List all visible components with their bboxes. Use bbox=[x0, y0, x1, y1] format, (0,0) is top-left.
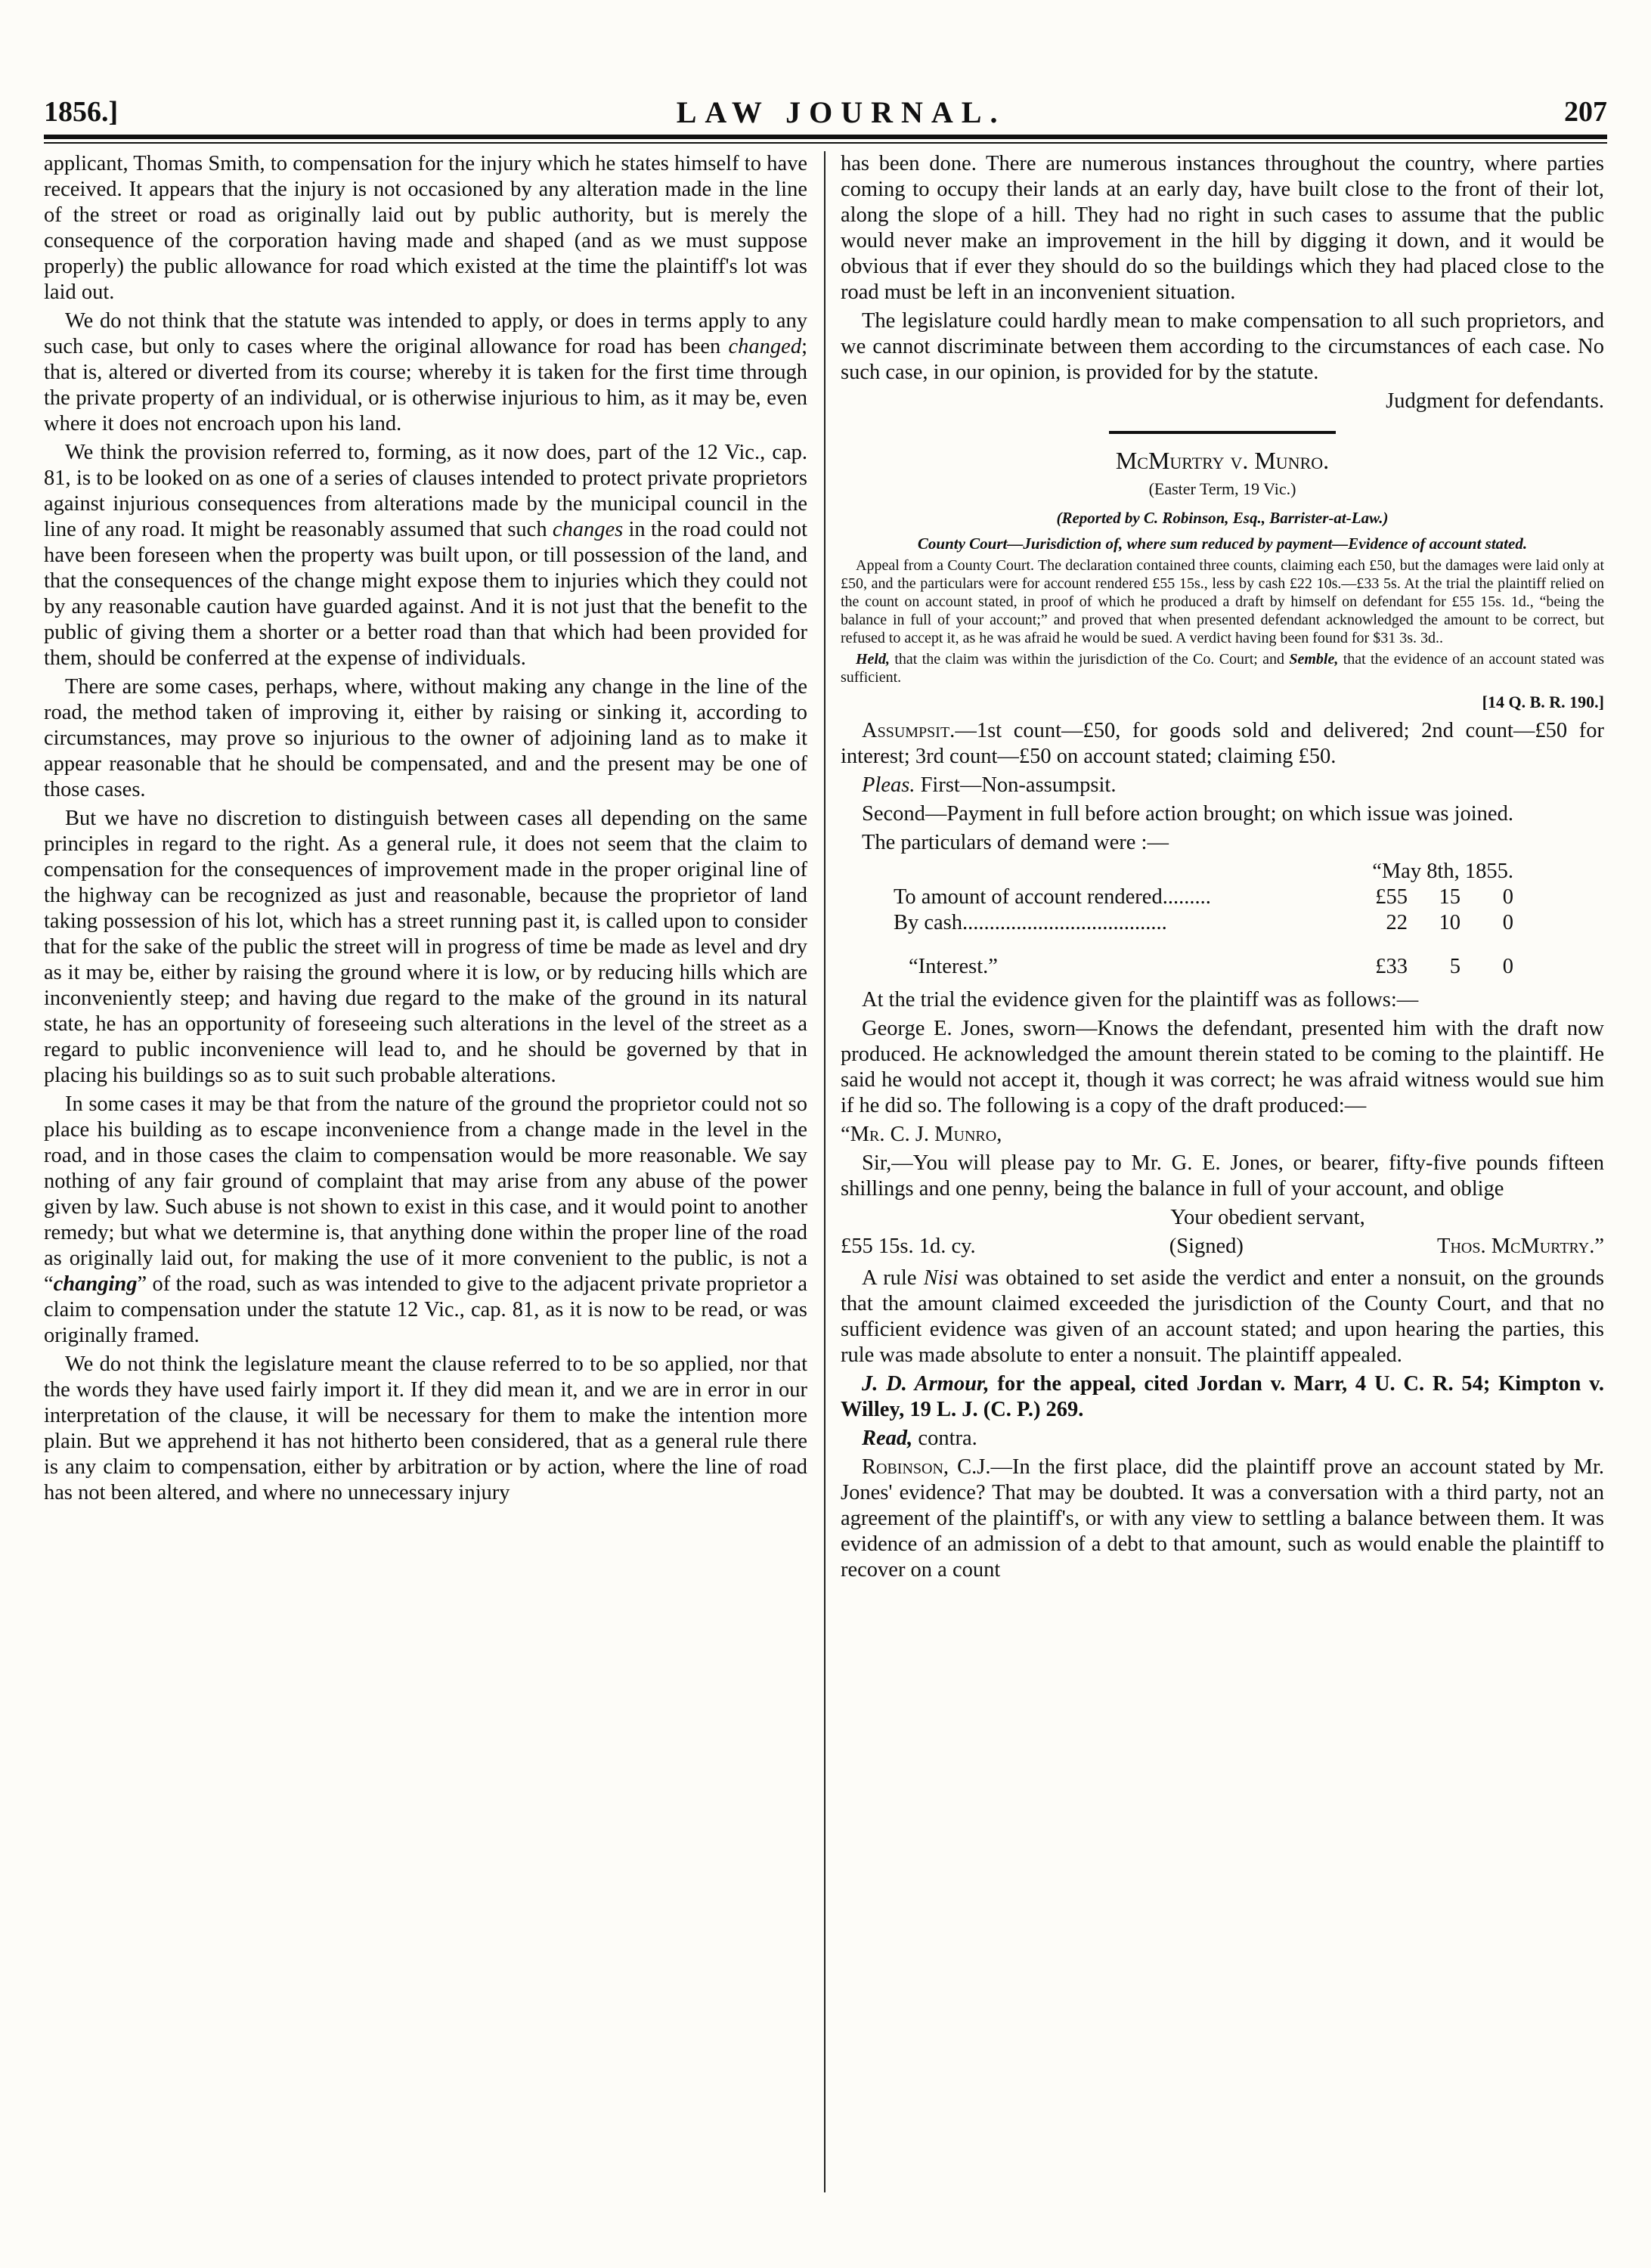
paragraph: At the trial the evidence given for the plaintiff was as follows:— bbox=[862, 988, 1419, 1012]
table-row bbox=[894, 859, 1513, 885]
letter-amount: £55 15s. 1d. cy. bbox=[841, 1235, 976, 1258]
letter-signed: (Signed) bbox=[1169, 1235, 1244, 1258]
paragraph: George E. Jones, sworn—Knows the defendant, presented him with the draft now produced. He acknowledged the amount therein stated to be coming to the plaintiff. He said he would not accept it, though it was correct; he was afraid witness would sue him if he did so. The following is a copy of the draft produced:— bbox=[841, 1017, 1604, 1117]
header-title: LAW JOURNAL. bbox=[676, 94, 1006, 129]
paragraph: J. D. Armour, for the appeal, cited Jordan v. Marr, 4 U. C. R. 54; Kimpton v. Willey, 19 L. J. (C. P.) 269. bbox=[841, 1372, 1604, 1421]
letter-signature: Thos. McMurtry.” bbox=[1437, 1235, 1604, 1258]
section-rule bbox=[1109, 431, 1336, 434]
particulars-date: “May 8th, 1855. bbox=[1372, 860, 1513, 883]
paragraph: has been done. There are numerous instances throughout the country, where parties coming to occupy their lands at an early day, have built close to the front of their lot, along the slope of a hill. They had no right in such cases to assume that the public would never make an improvement in the hill by digging it down, and it would be obvious that if ever they should do so the buildings which they had placed close to the road must be left in an inconvenient situation. bbox=[841, 152, 1604, 304]
paragraph: In some cases it may be that from the nature of the ground the proprietor could not so place his building as to escape inconvenience from a change made in the level in the road, and in those cases the claim to compensation would be more reasonable. We say nothing of any fair ground of complaint that may arise from any abuse of the power given by law. Such abuse is not shown to exist in this case, and it would point to another remedy; but what we determine is, that anything done within the proper line of the road as originally laid out, for making the use of it more convenient to the public, is not a “changing” of the road, such as was intended to give to the adjacent private proprietor a claim to compensation under the statute 12 Vic., cap. 81, as it is now to be read, or was originally framed. bbox=[44, 1092, 807, 1347]
particulars-table bbox=[894, 859, 1513, 980]
letter-salutation: “Mr. C. J. Munro, bbox=[841, 1123, 1002, 1146]
header-rule bbox=[44, 135, 1607, 139]
table-row: By cash...................................... 22 10 0 bbox=[894, 911, 1513, 934]
case-subject: County Court—Jurisdiction of, where sum reduced by payment—Evidence of account stated. bbox=[917, 534, 1528, 553]
paragraph: Pleas. First—Non-assumpsit. bbox=[862, 773, 1117, 797]
paragraph: There are some cases, perhaps, where, without making any change in the line of the road, the method taken of improving it, either by raising or sinking it, according to circumstances, may prove so injurious to the owner of adjoining land as to make it appear reasonable that he should be compensated, and and the present may be one of those cases. bbox=[44, 675, 807, 801]
paragraph: But we have no discretion to distinguish between cases all depending on the same principles in regard to the right. As a general rule, it does not seem that the claim to compensation for the consequences of improvement made in the proper original line of the highway can be recognized as just and reasonable, because the proprietor of land taking possession of his lot, which has a street running past it, is called upon to consider that for the sake of the public the street will in progress of time be made as level and dry as it may be, either by raising the ground where it is low, or by reducing hills which are inconveniently steep; and having due regard to the make of the ground in its natural state, he has an opportunity of foreseeing such alterations in the level of the street as a regard to public inconvenience will lead to, and he should be governed by that in placing his buildings so as to suit such probable alterations. bbox=[44, 807, 807, 1087]
case-term: (Easter Term, 19 Vic.) bbox=[1148, 479, 1296, 498]
table-row: “Interest.” £33 5 0 bbox=[909, 955, 1513, 978]
table-row: To amount of account rendered......... £55 15 0 bbox=[894, 885, 1513, 909]
report-citation: [14 Q. B. R. 190.] bbox=[1482, 692, 1604, 711]
paragraph: Read, contra. bbox=[862, 1427, 977, 1450]
running-head bbox=[44, 89, 1607, 135]
case-reporter: (Reported by C. Robinson, Esq., Barrister-at-Law.) bbox=[1056, 509, 1389, 527]
paragraph: Assumpsit.—1st count—£50, for goods sold and delivered; 2nd count—£50 for interest; 3rd count—£50 on account stated; claiming £50. bbox=[841, 719, 1604, 768]
letter-closing: Your obedient servant, bbox=[1170, 1206, 1365, 1229]
paragraph: We think the provision referred to, forming, as it now does, part of the 12 Vic., cap. 81, is to be looked on as one of a series of clauses intended to protect private proprietors against injurious consequences from alterations made by the municipal council in the line of any road. It might be reasonably assumed that such changes in the road could not have been foreseen when the property was built upon, or till possession of the land, and that the consequences of the change might expose them to injuries which they could not by any reasonable caution have guarded against. And it is not just that the benefit to the public of giving them a shorter or a better road than that which had been provided for them, should be conferred at the expense of individuals. bbox=[44, 441, 807, 670]
paragraph: We do not think the legislature meant the clause referred to to be so applied, nor that the words they have used fairly import it. If they did mean it, and we are in error in our interpretation of the clause, it will be necessary for them to make the intention more plain. But we apprehend it has not hitherto been considered, that as a general rule there is any claim to compensation, either by arbitration or by action, where the line of road has not been altered, and where no unnecessary injury bbox=[44, 1352, 807, 1504]
paragraph: Second—Payment in full before action brought; on which issue was joined. bbox=[862, 802, 1513, 826]
left-column bbox=[44, 151, 807, 2208]
letter-signature-line bbox=[841, 1234, 1604, 1259]
header-year: 1856.] bbox=[44, 96, 119, 128]
case-title: McMurtry v. Munro. bbox=[1115, 447, 1330, 474]
holding: Held, that the claim was within the jurisdiction of the Co. Court; and Semble, that the evidence of an account stated was sufficient. bbox=[841, 651, 1604, 686]
paragraph: A rule Nisi was obtained to set aside the verdict and enter a nonsuit, on the grounds that the amount claimed exceeded the jurisdiction of the County Court, and that no sufficient evidence was given of an account stated; and upon hearing the parties, this rule was made absolute to enter a nonsuit. The plaintiff appealed. bbox=[841, 1266, 1604, 1367]
headnote: Appeal from a County Court. The declaration contained three counts, claiming each £50, but the damages were laid only at £50, and the particulars were for account rendered £55 15s., less by cash £22 10s.—£33 5s. At the trial the plaintiff relied on the count on account stated, in proof of which he produced a draft by himself on defendant for £55 15s. 1d., “being the balance in full of your account;” and proved that when presented defendant acknowledged the amount to be correct, but refused to accept it, as he was afraid he would be sued. A verdict having been found for $31 3s. 3d.. bbox=[841, 557, 1604, 646]
letter-body: Sir,—You will please pay to Mr. G. E. Jones, or bearer, fifty-five pounds fifteen shillings and one penny, being the balance in full of your account, and oblige bbox=[841, 1151, 1604, 1201]
paragraph: We do not think that the statute was intended to apply, or does in terms apply to any such case, but only to cases where the original allowance for road has been changed; that is, altered or diverted from its course; whereby it is taken for the first time through the private property of an individual, or is otherwise injurious to him, as it may be, even where it does not encroach upon his land. bbox=[44, 309, 807, 435]
judgment: Judgment for defendants. bbox=[1386, 389, 1604, 413]
page-number: 207 bbox=[1564, 96, 1607, 128]
paragraph: Robinson, C.J.—In the first place, did the plaintiff prove an account stated by Mr. Jones' evidence? That may be doubted. It was a conversation with a third party, not an agreement of the plaintiff's, or with any view to settling a balance between them. It was evidence of an admission of a debt to that amount, such as would enable the plaintiff to recover on a count bbox=[841, 1455, 1604, 1582]
paragraph: The legislature could hardly mean to make compensation to all such proprietors, and we cannot discriminate between them according to the circumstances of each case. No such case, in our opinion, is provided for by the statute. bbox=[841, 309, 1604, 384]
paragraph: The particulars of demand were :— bbox=[862, 831, 1169, 854]
column-divider bbox=[824, 151, 826, 2192]
header-rule-thin bbox=[44, 142, 1607, 144]
right-column bbox=[841, 151, 1604, 2208]
paragraph: applicant, Thomas Smith, to compensation for the injury which he states himself to have received. It appears that the injury is not occasioned by any alteration made in the line of the street or road as originally laid out by public authority, but is merely the consequence of the corporation having made and shaped (and as we must suppose properly) the public allowance for road which existed at the time the plaintiff's lot was laid out. bbox=[44, 152, 807, 304]
